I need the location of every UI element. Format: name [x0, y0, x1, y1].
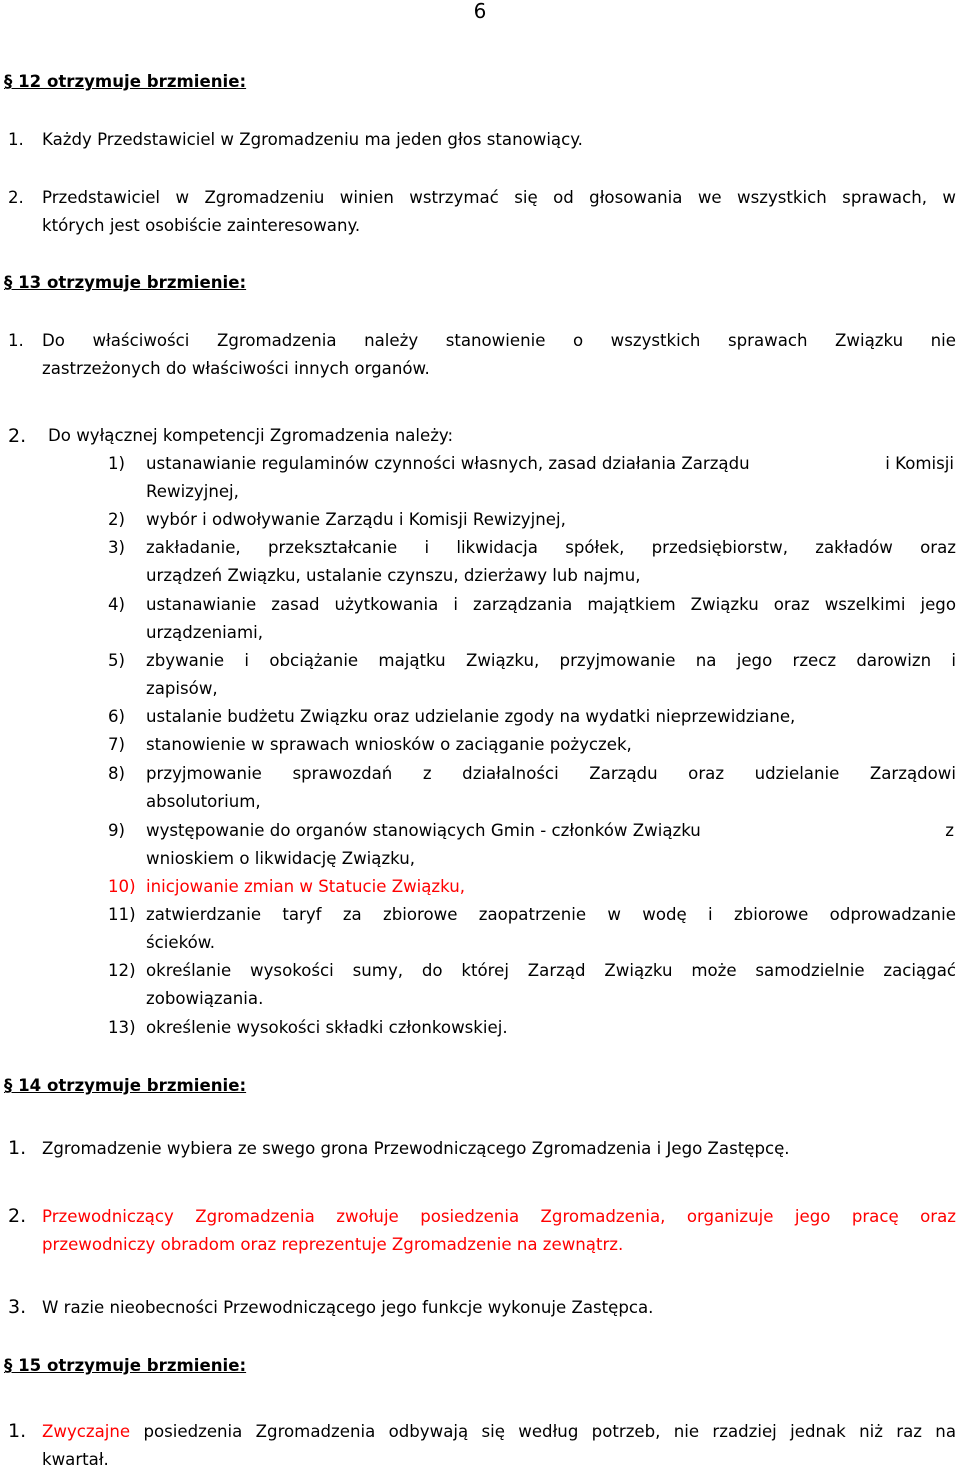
list-item-text: inicjowanie zmian w Statucie Związku, — [146, 877, 466, 896]
s12-p2-number: 2. — [8, 188, 24, 207]
s15-p1-highlight: Zwyczajne — [42, 1422, 131, 1441]
list-item-number: 1) — [108, 454, 126, 473]
s13-p2-text: Do wyłącznej kompetencji Zgromadzenia należy: — [48, 426, 454, 445]
list-item-text: zbywanie i obciążanie majątku Związku, przyjmowanie na jego rzecz darowizn i — [146, 651, 956, 670]
s14-p1-number: 1. — [8, 1137, 27, 1159]
list-item-text: występowanie do organów stanowiących Gmin - członków Związku — [146, 821, 701, 840]
list-item-text-end: z — [945, 821, 954, 840]
section-14-heading: § 14 otrzymuje brzmienie: — [4, 1076, 247, 1095]
s14-p3-text: W razie nieobecności Przewodniczącego jego funkcje wykonuje Zastępca. — [42, 1298, 654, 1317]
section-13-heading: § 13 otrzymuje brzmienie: — [4, 273, 247, 292]
s13-p1-line1: Do właściwości Zgromadzenia należy stanowienie o wszystkich sprawach Związku nie — [42, 331, 956, 350]
list-item-text: zatwierdzanie taryf za zbiorowe zaopatrzenie w wodę i zbiorowe odprowadzanie — [146, 905, 956, 924]
section-12-heading: § 12 otrzymuje brzmienie: — [4, 72, 247, 91]
s12-p2-line1: Przedstawiciel w Zgromadzeniu winien wstrzymać się od głosowania we wszystkich sprawach, w — [42, 188, 956, 207]
list-item-number: 8) — [108, 764, 126, 783]
s14-p2-line1: Przewodniczący Zgromadzenia zwołuje posiedzenia Zgromadzenia, organizuje jego pracę oraz — [42, 1207, 956, 1226]
list-item-text: przyjmowanie sprawozdań z działalności Zarządu oraz udzielanie Zarządowi — [146, 764, 956, 783]
list-item-text: zakładanie, przekształcanie i likwidacja spółek, przedsiębiorstw, zakładów oraz — [146, 538, 956, 557]
s14-p3-number: 3. — [8, 1296, 27, 1318]
list-item-text-continued: ścieków. — [146, 933, 216, 952]
list-item-number: 13) — [108, 1018, 136, 1037]
s15-p1-line1 — [42, 1422, 956, 1442]
list-item-number: 12) — [108, 961, 136, 980]
s12-p1-number: 1. — [8, 130, 24, 149]
list-item-text-continued: zapisów, — [146, 679, 218, 698]
list-item-text: ustanawianie zasad użytkowania i zarządzania majątkiem Związku oraz wszelkimi jego — [146, 595, 956, 614]
list-item-number: 9) — [108, 821, 126, 840]
list-item-text-continued: wnioskiem o likwidację Związku, — [146, 849, 416, 868]
list-item-text-continued: urządzeniami, — [146, 623, 264, 642]
list-item-text: określanie wysokości sumy, do której Zarząd Związku może samodzielnie zaciągać — [146, 961, 956, 980]
list-item-text-continued: absolutorium, — [146, 792, 261, 811]
list-item-text-continued: zobowiązania. — [146, 989, 264, 1008]
list-item-number: 10) — [108, 877, 136, 896]
s13-p1-number: 1. — [8, 331, 24, 350]
list-item-number: 2) — [108, 510, 126, 529]
s12-p1-text: Każdy Przedstawiciel w Zgromadzeniu ma jeden głos stanowiący. — [42, 130, 583, 149]
list-item-text: wybór i odwoływanie Zarządu i Komisji Rewizyjnej, — [146, 510, 566, 529]
list-item-number: 4) — [108, 595, 126, 614]
s15-p1-line2: kwartał. — [42, 1450, 109, 1469]
s14-p1-text: Zgromadzenie wybiera ze swego grona Przewodniczącego Zgromadzenia i Jego Zastępcę. — [42, 1139, 790, 1158]
section-15-heading: § 15 otrzymuje brzmienie: — [4, 1356, 247, 1375]
list-item-text: ustanawianie regulaminów czynności własnych, zasad działania Zarządu — [146, 454, 750, 473]
s14-p2-number: 2. — [8, 1205, 27, 1227]
list-item-number: 6) — [108, 707, 126, 726]
list-item-number: 5) — [108, 651, 126, 670]
s13-p1-line2: zastrzeżonych do właściwości innych organów. — [42, 359, 430, 378]
list-item-number: 11) — [108, 905, 136, 924]
s15-p1-rest: posiedzenia Zgromadzenia odbywają się według potrzeb, nie rzadziej jednak niż raz na — [130, 1422, 956, 1441]
s12-p2-line2: których jest osobiście zainteresowany. — [42, 216, 361, 235]
list-item-text-continued: urządzeń Związku, ustalanie czynszu, dzierżawy lub najmu, — [146, 566, 641, 585]
list-item-text: ustalanie budżetu Związku oraz udzielanie zgody na wydatki nieprzewidziane, — [146, 707, 796, 726]
list-item-number: 3) — [108, 538, 126, 557]
list-item-text-end: i Komisji — [885, 454, 954, 473]
list-item-text: określenie wysokości składki członkowskiej. — [146, 1018, 508, 1037]
s14-p2-line2: przewodniczy obradom oraz reprezentuje Zgromadzenie na zewnątrz. — [42, 1235, 624, 1254]
s13-p2-number: 2. — [8, 425, 27, 447]
s15-p1-number: 1. — [8, 1420, 27, 1442]
list-item-text-continued: Rewizyjnej, — [146, 482, 239, 501]
list-item-number: 7) — [108, 735, 126, 754]
list-item-text: stanowienie w sprawach wniosków o zaciąganie pożyczek, — [146, 735, 632, 754]
page-number: 6 — [473, 0, 487, 23]
